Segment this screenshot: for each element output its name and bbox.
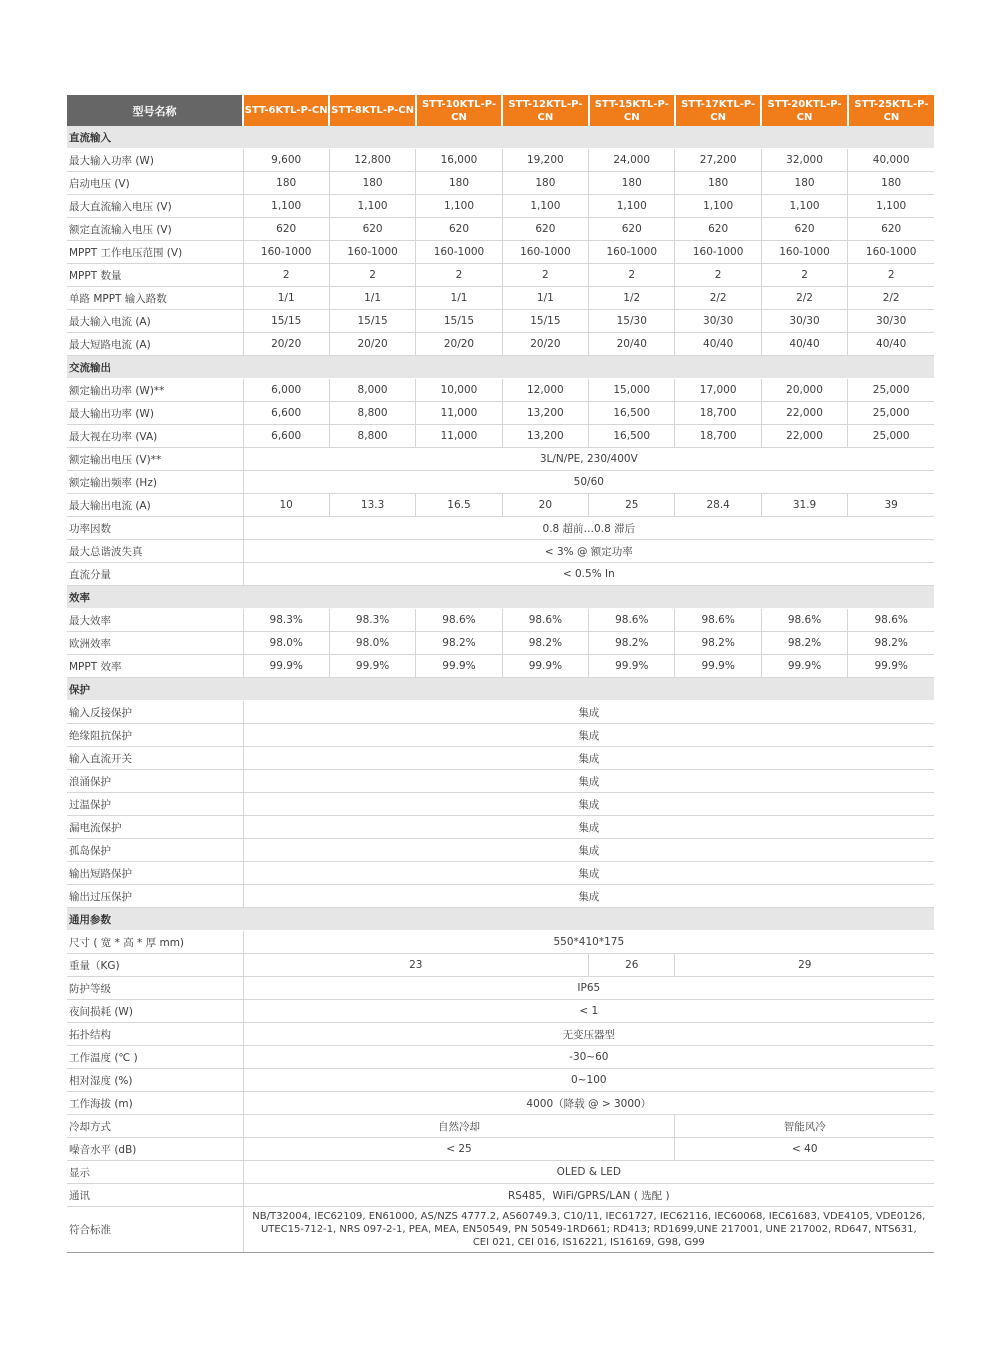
- row-value: OLED & LED: [243, 1161, 934, 1184]
- row-label: 显示: [67, 1161, 243, 1184]
- row-value: 20/20: [329, 333, 415, 356]
- model-column-header: STT-6KTL-P-CN: [243, 95, 329, 126]
- row-value: 620: [502, 218, 588, 241]
- row-value: 15,000: [589, 379, 675, 402]
- table-row: [67, 402, 934, 425]
- row-value: 0~100: [243, 1069, 934, 1092]
- row-label: 浪涌保护: [67, 770, 243, 793]
- row-value: 180: [761, 172, 847, 195]
- row-value: 3L/N/PE, 230/400V: [243, 448, 934, 471]
- row-label: 启动电压 (V): [67, 172, 243, 195]
- table-row: [67, 1023, 934, 1046]
- section-title: 保护: [67, 678, 934, 701]
- row-value: 集成: [243, 862, 934, 885]
- row-value: 13,200: [502, 402, 588, 425]
- row-value: 40/40: [761, 333, 847, 356]
- row-value: 0.8 超前…0.8 滞后: [243, 517, 934, 540]
- table-body: [67, 126, 934, 1253]
- table-row: [67, 517, 934, 540]
- row-value: 180: [329, 172, 415, 195]
- row-value: 1/1: [416, 287, 502, 310]
- row-label: 额定输出电压 (V)**: [67, 448, 243, 471]
- row-value: 29: [675, 954, 934, 977]
- row-value: 18,700: [675, 402, 761, 425]
- row-label: 最大视在功率 (VA): [67, 425, 243, 448]
- row-value: < 40: [675, 1138, 934, 1161]
- table-row: [67, 264, 934, 287]
- row-value: 27,200: [675, 149, 761, 172]
- table-row: [67, 1161, 934, 1184]
- table-row: [67, 425, 934, 448]
- row-value: -30~60: [243, 1046, 934, 1069]
- row-label: 额定输出频率 (Hz): [67, 471, 243, 494]
- row-value: 24,000: [589, 149, 675, 172]
- row-value: 25,000: [848, 402, 934, 425]
- model-column-header: STT-10KTL-P-CN: [416, 95, 502, 126]
- row-value: 6,000: [243, 379, 329, 402]
- row-value: 25,000: [848, 379, 934, 402]
- model-column-header: STT-25KTL-P-CN: [848, 95, 934, 126]
- row-value: 98.0%: [243, 632, 329, 655]
- row-label: 欧洲效率: [67, 632, 243, 655]
- row-value: 1,100: [675, 195, 761, 218]
- row-value: 180: [416, 172, 502, 195]
- row-value: 26: [589, 954, 675, 977]
- row-value: 1,100: [416, 195, 502, 218]
- row-value: 2/2: [761, 287, 847, 310]
- row-value: 160-1000: [761, 241, 847, 264]
- table-row: [67, 1092, 934, 1115]
- row-value: 40/40: [848, 333, 934, 356]
- table-row: [67, 379, 934, 402]
- row-value: 1/2: [589, 287, 675, 310]
- row-value: 20/40: [589, 333, 675, 356]
- row-value: 620: [589, 218, 675, 241]
- row-value: 15/15: [243, 310, 329, 333]
- row-label: 工作温度 (℃ ): [67, 1046, 243, 1069]
- row-value: 2: [848, 264, 934, 287]
- row-value: 1/1: [502, 287, 588, 310]
- table-row: [67, 609, 934, 632]
- table-row: [67, 701, 934, 724]
- row-value: 10: [243, 494, 329, 517]
- header-row: [67, 95, 934, 126]
- model-column-header: STT-17KTL-P-CN: [675, 95, 761, 126]
- row-value: 620: [848, 218, 934, 241]
- row-value: 180: [502, 172, 588, 195]
- row-label: 工作海拔 (m): [67, 1092, 243, 1115]
- section-row: [67, 356, 934, 379]
- row-value: 39: [848, 494, 934, 517]
- table-row: [67, 1207, 934, 1253]
- row-label: 最大输出电流 (A): [67, 494, 243, 517]
- table-row: [67, 1138, 934, 1161]
- section-title: 交流输出: [67, 356, 934, 379]
- row-value: 180: [589, 172, 675, 195]
- row-value: 160-1000: [589, 241, 675, 264]
- row-value: 28.4: [675, 494, 761, 517]
- section-title: 通用参数: [67, 908, 934, 931]
- row-value: 98.2%: [589, 632, 675, 655]
- row-value: 40/40: [675, 333, 761, 356]
- table-row: [67, 195, 934, 218]
- row-label: 额定直流输入电压 (V): [67, 218, 243, 241]
- table-row: [67, 241, 934, 264]
- row-label: 单路 MPPT 输入路数: [67, 287, 243, 310]
- row-value: 25: [589, 494, 675, 517]
- row-value: 98.2%: [675, 632, 761, 655]
- row-value: 16.5: [416, 494, 502, 517]
- row-value: 98.6%: [502, 609, 588, 632]
- row-value: NB/T32004, IEC62109, EN61000, AS/NZS 4777.2, AS60749.3, C10/11, IEC61727, IEC62116, IEC60068, IEC61683, VDE4105, VDE0126, UTEC15-712-1, NRS 097-2-1, PEA, MEA, EN50549, PN 50549-1RD661; RD413; RD1699,UNE 217001, UNE 217002, RD647, NTS631, CEI 021, CEI 016, IS16221, IS16169, G98, G99: [243, 1207, 934, 1253]
- row-value: 集成: [243, 839, 934, 862]
- row-value: 智能风冷: [675, 1115, 934, 1138]
- row-value: 98.6%: [761, 609, 847, 632]
- row-value: 4000（降载 @ > 3000）: [243, 1092, 934, 1115]
- row-value: 2/2: [675, 287, 761, 310]
- table-row: [67, 747, 934, 770]
- row-value: 集成: [243, 747, 934, 770]
- row-value: 13,200: [502, 425, 588, 448]
- row-value: 20: [502, 494, 588, 517]
- row-label: 绝缘阻抗保护: [67, 724, 243, 747]
- row-value: < 25: [243, 1138, 675, 1161]
- row-value: 160-1000: [502, 241, 588, 264]
- row-value: 160-1000: [243, 241, 329, 264]
- row-label: 最大输出功率 (W): [67, 402, 243, 425]
- row-value: 1,100: [502, 195, 588, 218]
- row-value: 180: [675, 172, 761, 195]
- row-value: 17,000: [675, 379, 761, 402]
- row-value: 20,000: [761, 379, 847, 402]
- table-header: [67, 95, 934, 126]
- row-value: 集成: [243, 701, 934, 724]
- section-title: 效率: [67, 586, 934, 609]
- row-value: 1,100: [329, 195, 415, 218]
- table-row: [67, 770, 934, 793]
- table-row: [67, 333, 934, 356]
- row-value: 15/15: [416, 310, 502, 333]
- row-label: 拓扑结构: [67, 1023, 243, 1046]
- row-value: 19,200: [502, 149, 588, 172]
- table-row: [67, 172, 934, 195]
- row-value: 集成: [243, 885, 934, 908]
- row-value: 11,000: [416, 425, 502, 448]
- row-value: 99.9%: [416, 655, 502, 678]
- row-value: 160-1000: [329, 241, 415, 264]
- row-value: < 3% @ 额定功率: [243, 540, 934, 563]
- row-label: 冷却方式: [67, 1115, 243, 1138]
- section-row: [67, 126, 934, 149]
- row-value: 2: [761, 264, 847, 287]
- row-value: 98.2%: [502, 632, 588, 655]
- row-label: 尺寸 ( 宽 * 高 * 厚 mm): [67, 931, 243, 954]
- row-value: 30/30: [675, 310, 761, 333]
- row-value: 98.6%: [589, 609, 675, 632]
- row-value: 550*410*175: [243, 931, 934, 954]
- row-value: 160-1000: [416, 241, 502, 264]
- table-row: [67, 287, 934, 310]
- table-row: [67, 494, 934, 517]
- row-label: 输入直流开关: [67, 747, 243, 770]
- row-value: 15/30: [589, 310, 675, 333]
- row-value: 620: [243, 218, 329, 241]
- model-column-header: STT-12KTL-P-CN: [502, 95, 588, 126]
- row-label: 输出过压保护: [67, 885, 243, 908]
- row-value: 23: [243, 954, 589, 977]
- table-row: [67, 724, 934, 747]
- row-value: 99.9%: [848, 655, 934, 678]
- row-value: 620: [761, 218, 847, 241]
- row-label: 符合标准: [67, 1207, 243, 1253]
- row-value: 16,000: [416, 149, 502, 172]
- table-row: [67, 310, 934, 333]
- table-row: [67, 149, 934, 172]
- row-value: 98.6%: [675, 609, 761, 632]
- row-value: 20/20: [243, 333, 329, 356]
- row-value: 18,700: [675, 425, 761, 448]
- row-value: 16,500: [589, 402, 675, 425]
- table-row: [67, 816, 934, 839]
- row-value: 99.9%: [761, 655, 847, 678]
- row-value: 1,100: [848, 195, 934, 218]
- row-label: MPPT 效率: [67, 655, 243, 678]
- row-value: 180: [848, 172, 934, 195]
- model-column-header: STT-15KTL-P-CN: [589, 95, 675, 126]
- row-value: 集成: [243, 724, 934, 747]
- model-name-header: 型号名称: [67, 95, 243, 126]
- row-label: 夜间损耗 (W): [67, 1000, 243, 1023]
- row-value: 20/20: [502, 333, 588, 356]
- row-value: 99.9%: [329, 655, 415, 678]
- row-value: 无变压器型: [243, 1023, 934, 1046]
- table-row: [67, 1069, 934, 1092]
- row-value: 620: [675, 218, 761, 241]
- table-row: [67, 793, 934, 816]
- section-row: [67, 908, 934, 931]
- row-label: 最大输入功率 (W): [67, 149, 243, 172]
- row-value: 自然冷却: [243, 1115, 675, 1138]
- row-value: 620: [329, 218, 415, 241]
- row-value: 2: [329, 264, 415, 287]
- row-label: 输入反接保护: [67, 701, 243, 724]
- row-label: 功率因数: [67, 517, 243, 540]
- row-value: 2: [675, 264, 761, 287]
- table-row: [67, 471, 934, 494]
- row-label: 防护等级: [67, 977, 243, 1000]
- row-label: 最大效率: [67, 609, 243, 632]
- row-label: 通讯: [67, 1184, 243, 1207]
- row-label: 最大短路电流 (A): [67, 333, 243, 356]
- model-column-header: STT-20KTL-P-CN: [761, 95, 847, 126]
- table-row: [67, 862, 934, 885]
- row-value: 620: [416, 218, 502, 241]
- row-value: 8,000: [329, 379, 415, 402]
- row-value: 99.9%: [502, 655, 588, 678]
- row-value: 2: [243, 264, 329, 287]
- row-value: 集成: [243, 816, 934, 839]
- table-row: [67, 218, 934, 241]
- row-value: 20/20: [416, 333, 502, 356]
- table-row: [67, 655, 934, 678]
- row-value: RS485，WiFi/GPRS/LAN ( 选配 ): [243, 1184, 934, 1207]
- row-value: 98.3%: [329, 609, 415, 632]
- row-value: 22,000: [761, 425, 847, 448]
- row-value: 98.6%: [848, 609, 934, 632]
- row-value: 1/1: [243, 287, 329, 310]
- section-row: [67, 678, 934, 701]
- table-row: [67, 977, 934, 1000]
- row-value: 集成: [243, 793, 934, 816]
- row-label: 噪音水平 (dB): [67, 1138, 243, 1161]
- row-value: 集成: [243, 770, 934, 793]
- row-label: 相对湿度 (%): [67, 1069, 243, 1092]
- row-value: 99.9%: [243, 655, 329, 678]
- row-value: 13.3: [329, 494, 415, 517]
- table-row: [67, 1115, 934, 1138]
- table-row: [67, 632, 934, 655]
- row-value: 98.6%: [416, 609, 502, 632]
- row-value: 31.9: [761, 494, 847, 517]
- row-value: 30/30: [761, 310, 847, 333]
- spec-table: [67, 95, 934, 1253]
- row-value: 22,000: [761, 402, 847, 425]
- row-value: 98.2%: [761, 632, 847, 655]
- row-value: 98.0%: [329, 632, 415, 655]
- row-value: 1,100: [243, 195, 329, 218]
- row-value: 32,000: [761, 149, 847, 172]
- row-value: 9,600: [243, 149, 329, 172]
- row-value: 25,000: [848, 425, 934, 448]
- row-label: MPPT 工作电压范围 (V): [67, 241, 243, 264]
- row-value: 98.2%: [848, 632, 934, 655]
- row-value: 1,100: [761, 195, 847, 218]
- table-row: [67, 931, 934, 954]
- row-label: 最大总谐波失真: [67, 540, 243, 563]
- row-label: 最大直流输入电压 (V): [67, 195, 243, 218]
- row-value: < 0.5% In: [243, 563, 934, 586]
- table-row: [67, 1000, 934, 1023]
- row-value: 98.2%: [416, 632, 502, 655]
- row-value: 2: [416, 264, 502, 287]
- row-label: MPPT 数量: [67, 264, 243, 287]
- row-value: 2: [502, 264, 588, 287]
- section-title: 直流输入: [67, 126, 934, 149]
- row-value: 10,000: [416, 379, 502, 402]
- row-label: 过温保护: [67, 793, 243, 816]
- model-column-header: STT-8KTL-P-CN: [329, 95, 415, 126]
- table-row: [67, 540, 934, 563]
- row-value: 8,800: [329, 402, 415, 425]
- row-value: 15/15: [502, 310, 588, 333]
- table-row: [67, 1046, 934, 1069]
- row-label: 重量（KG): [67, 954, 243, 977]
- row-value: 12,800: [329, 149, 415, 172]
- row-label: 漏电流保护: [67, 816, 243, 839]
- row-label: 额定输出功率 (W)**: [67, 379, 243, 402]
- row-value: 6,600: [243, 402, 329, 425]
- row-value: 6,600: [243, 425, 329, 448]
- row-value: 160-1000: [848, 241, 934, 264]
- row-value: 40,000: [848, 149, 934, 172]
- table-row: [67, 885, 934, 908]
- row-value: 50/60: [243, 471, 934, 494]
- row-label: 最大输入电流 (A): [67, 310, 243, 333]
- row-value: 160-1000: [675, 241, 761, 264]
- row-value: IP65: [243, 977, 934, 1000]
- row-value: < 1: [243, 1000, 934, 1023]
- row-value: 99.9%: [589, 655, 675, 678]
- table-row: [67, 954, 934, 977]
- row-value: 30/30: [848, 310, 934, 333]
- row-label: 输出短路保护: [67, 862, 243, 885]
- row-value: 98.3%: [243, 609, 329, 632]
- row-value: 11,000: [416, 402, 502, 425]
- row-value: 12,000: [502, 379, 588, 402]
- row-value: 180: [243, 172, 329, 195]
- table-row: [67, 1184, 934, 1207]
- table-row: [67, 563, 934, 586]
- row-value: 15/15: [329, 310, 415, 333]
- row-value: 16,500: [589, 425, 675, 448]
- table-row: [67, 448, 934, 471]
- section-row: [67, 586, 934, 609]
- row-label: 孤岛保护: [67, 839, 243, 862]
- row-value: 2: [589, 264, 675, 287]
- row-value: 99.9%: [675, 655, 761, 678]
- row-value: 1/1: [329, 287, 415, 310]
- table-row: [67, 839, 934, 862]
- row-value: 8,800: [329, 425, 415, 448]
- row-label: 直流分量: [67, 563, 243, 586]
- row-value: 2/2: [848, 287, 934, 310]
- row-value: 1,100: [589, 195, 675, 218]
